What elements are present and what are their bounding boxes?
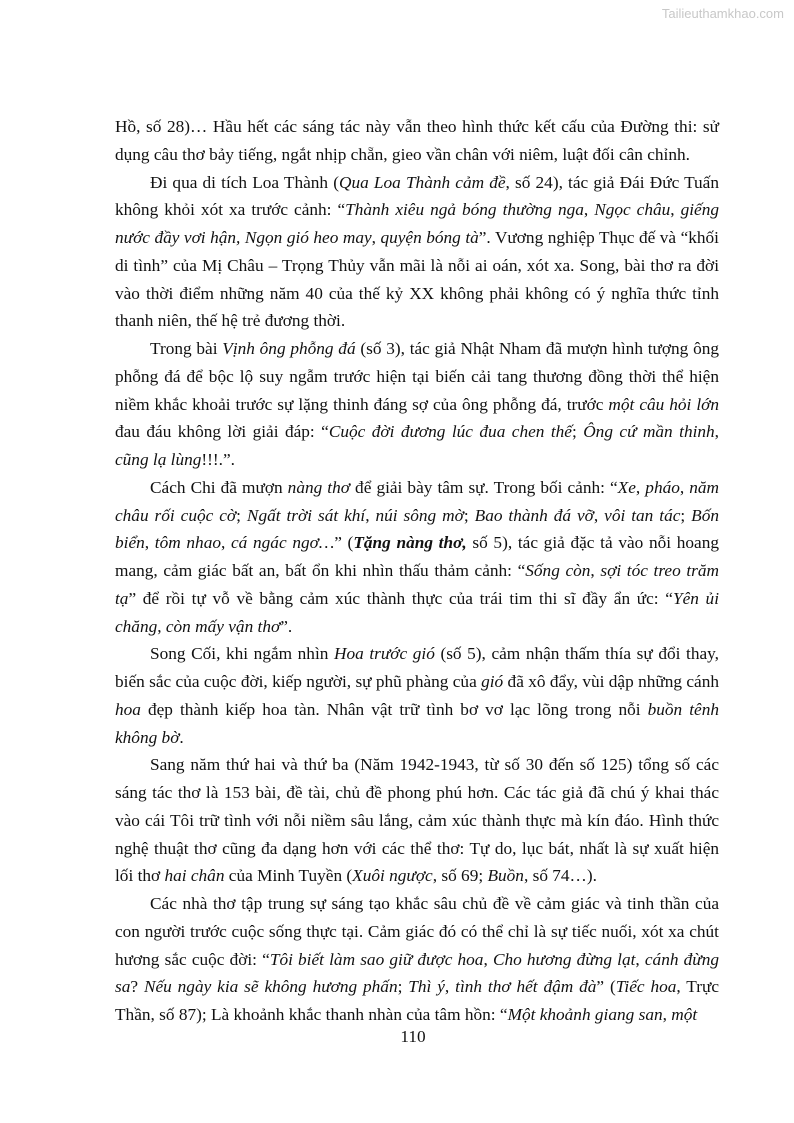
- text-run: ,: [670, 200, 681, 220]
- paragraph: [115, 751, 719, 890]
- paragraph: [115, 474, 719, 641]
- emphasized-text: Bốn biển: [115, 505, 720, 553]
- emphasized-text: Ngất trời sát khí: [246, 505, 366, 525]
- emphasized-text: nàng thơ: [287, 477, 350, 497]
- emphasized-text: tôm nhao: [154, 533, 221, 553]
- emphasized-text: núi sông mờ: [375, 505, 464, 525]
- emphasized-text: còn mấy vận thơ: [165, 616, 281, 636]
- text-run: ;: [397, 977, 409, 997]
- emphasized-text: gió: [481, 672, 504, 691]
- text-run: Cách Chi đã mượn: [150, 477, 288, 497]
- text-run: ,: [635, 949, 645, 969]
- text-run: để giải bày tâm sự. Trong bối cảnh: “: [349, 477, 618, 497]
- text-run: Trong bài: [150, 339, 223, 358]
- document-body: [115, 113, 719, 1029]
- text-run: ,: [679, 477, 690, 497]
- text-run: ;: [571, 422, 584, 442]
- emphasized-text: vôi tan tác: [604, 505, 681, 525]
- emphasized-text: Qua Loa Thành cảm đề: [338, 172, 506, 192]
- text-run: ,: [483, 949, 493, 969]
- text-run: ,: [635, 477, 646, 497]
- emphasized-text: Xe: [617, 477, 636, 497]
- text-run: của Minh Tuyền (: [224, 866, 353, 886]
- text-run: ” (: [334, 533, 354, 553]
- text-run: , Trực Thần, số 87); Là khoảnh khắc thanh nhàn của tâm hồn: “: [115, 977, 720, 1024]
- emphasized-text: Vịnh ông phỗng đá: [222, 339, 356, 358]
- text-run: ,: [157, 616, 166, 636]
- emphasized-text: cũng lạ lùng: [115, 450, 202, 469]
- emphasized-text: Tặng nàng thơ,: [353, 533, 467, 553]
- text-run: Đi qua di tích Loa Thành (: [150, 172, 339, 192]
- text-run: !!!.”.: [201, 450, 235, 469]
- watermark: Tailieuthamkhao.com: [661, 6, 784, 21]
- text-run: ,: [371, 228, 381, 247]
- emphasized-text: Sống còn: [525, 561, 591, 580]
- text-run: đẹp thành kiếp hoa tàn. Nhân vật trữ tình bơ vơ lạc lõng trong nỗi: [140, 699, 648, 719]
- emphasized-text: tình thơ hết đậm đà: [455, 977, 597, 997]
- emphasized-text: cánh đừng sa: [115, 949, 719, 997]
- emphasized-text: cá ngác ngơ…: [231, 533, 335, 553]
- paragraph: [115, 890, 719, 1029]
- emphasized-text: Ông cứ mần thinh: [583, 422, 715, 442]
- text-run: ,: [662, 1005, 672, 1024]
- text-run: ,: [144, 533, 155, 553]
- emphasized-text: Tôi biết làm sao giữ được hoa: [269, 949, 484, 969]
- emphasized-text: quyện bóng tà: [380, 228, 479, 247]
- emphasized-text: sợi tóc treo trăm tạ: [115, 561, 720, 608]
- emphasized-text: Yên ủi chăng: [115, 588, 719, 636]
- text-run: ”. Vương nghiệp Thục đế và “khối di tình” của Mị Châu – Trọng Thủy vẫn mãi là nỗi ai oán, xót xa. Song, bài thơ ra đời vào thời điểm những năm 40 của thế kỷ XX không phải không có ý nghĩa thức tỉnh thanh niên, thế hệ trẻ đương thời.: [115, 228, 719, 331]
- emphasized-text: một: [671, 1005, 698, 1024]
- text-run: ;: [463, 505, 475, 525]
- emphasized-text: Cuộc đời đương lúc đua chen thế: [328, 422, 572, 442]
- text-run: ,: [583, 200, 595, 220]
- emphasized-text: Xuôi ngược: [352, 866, 433, 886]
- emphasized-text: Một khoảnh giang san: [507, 1005, 663, 1024]
- text-run: Song Cối, khi ngắm nhìn: [150, 644, 334, 664]
- emphasized-text: Thành xiêu ngả bóng thường nga: [345, 200, 584, 220]
- text-run: , số 69;: [432, 866, 488, 886]
- text-run: đau đáu không lời giải đáp: “: [115, 422, 329, 442]
- text-run: ,: [444, 977, 456, 997]
- text-run: ;: [680, 505, 692, 525]
- text-run: ,: [220, 533, 232, 553]
- text-run: , số 74…).: [523, 866, 597, 886]
- text-run: (số 5), cảm nhận thấm thía sự đổi thay, biến sắc của cuộc đời, kiếp người, sự phũ phàng của: [115, 644, 719, 691]
- text-run: Các nhà thơ tập trung sự sáng tạo khắc sâu chủ đề về cảm giác và tinh thần của con người trước cuộc sống thực tại. Cảm giác đó có thể chỉ là sự tiếc nuối, xót xa chút hương sắc cuộc đời: “: [115, 894, 719, 969]
- emphasized-text: hoa: [115, 699, 141, 719]
- text-run: , số 24), tác giả Đái Đức Tuấn không khỏi xót xa trước cảnh: “: [115, 172, 719, 220]
- text-run: Hồ, số 28)… Hầu hết các sáng tác này vẫn theo hình thức kết cấu của Đường thi: sử dụng câu thơ bảy tiếng, ngắt nhịp chẵn, gieo vần chân với niêm, luật đối cân chỉnh.: [115, 117, 719, 164]
- emphasized-text: Tiếc hoa: [615, 977, 677, 997]
- paragraph: [115, 335, 719, 474]
- page-number: 110: [400, 1027, 426, 1046]
- emphasized-text: Buồn: [487, 866, 524, 886]
- emphasized-text: Nếu ngày kia sẽ không hương phấn: [143, 977, 398, 997]
- emphasized-text: năm châu rối cuộc cờ: [115, 477, 720, 525]
- emphasized-text: buồn tênh không bờ: [115, 699, 719, 747]
- text-run: (số 3), tác giả Nhật Nham đã mượn hình tượng ông phỗng đá để bộc lộ suy ngẫm trước hiện tại biến cải tang thương đồng thời thể hiện niềm khắc khoải trước sự lặng thinh đáng sợ của ông phỗng đá, trước: [115, 339, 719, 414]
- text-run: ”.: [280, 616, 293, 636]
- emphasized-text: Bao thành đá vỡ: [474, 505, 594, 525]
- emphasized-text: pháo: [645, 477, 680, 497]
- emphasized-text: Thì ý: [408, 977, 445, 997]
- text-run: ,: [590, 561, 601, 580]
- text-run: ” (: [596, 977, 616, 997]
- text-run: ” để rồi tự vỗ về bằng cảm xúc thành thực của trái tim thi sĩ đầy ẩn ức: “: [128, 588, 673, 608]
- paragraph: [115, 169, 719, 336]
- text-run: Sang năm thứ hai và thứ ba (Năm 1942-1943, từ số 30 đến số 125) tổng số các sáng tác thơ là 153 bài, đề tài, chủ đề phong phú hơn. Các tác giả đã chú ý khai thác vào cái Tôi trữ tình với nỗi niềm sâu lắng, cảm xúc thành thực mà kín đáo. Hình thức nghệ thuật thơ cũng đa dạng hơn với các thể thơ: Tự do, lục bát, nhất là sự xuất hiện lối thơ: [115, 755, 719, 886]
- text-run: ,: [365, 505, 376, 525]
- text-run: ;: [236, 505, 247, 525]
- emphasized-text: giếng nước đầy vơi hận, Ngọn gió heo may: [115, 200, 720, 247]
- paragraph: [115, 640, 719, 751]
- emphasized-text: hai chân: [164, 866, 225, 886]
- emphasized-text: Ngọc châu: [594, 200, 671, 220]
- paragraph: [115, 113, 719, 169]
- text-run: ,: [714, 422, 719, 442]
- emphasized-text: Hoa trước gió: [333, 644, 435, 664]
- text-run: ,: [593, 505, 605, 525]
- text-run: .: [179, 727, 184, 747]
- emphasized-text: một câu hỏi lớn: [608, 394, 720, 414]
- text-run: ?: [130, 977, 144, 997]
- text-run: số 5), tác giả đặc tả vào nỗi hoang mang, cảm giác bất an, bất ổn khi nhìn thấu thảm cảnh: “: [115, 533, 720, 580]
- text-run: đã xô đẩy, vùi dập những cánh: [503, 672, 720, 691]
- emphasized-text: Cho hương đừng lạt: [492, 949, 636, 969]
